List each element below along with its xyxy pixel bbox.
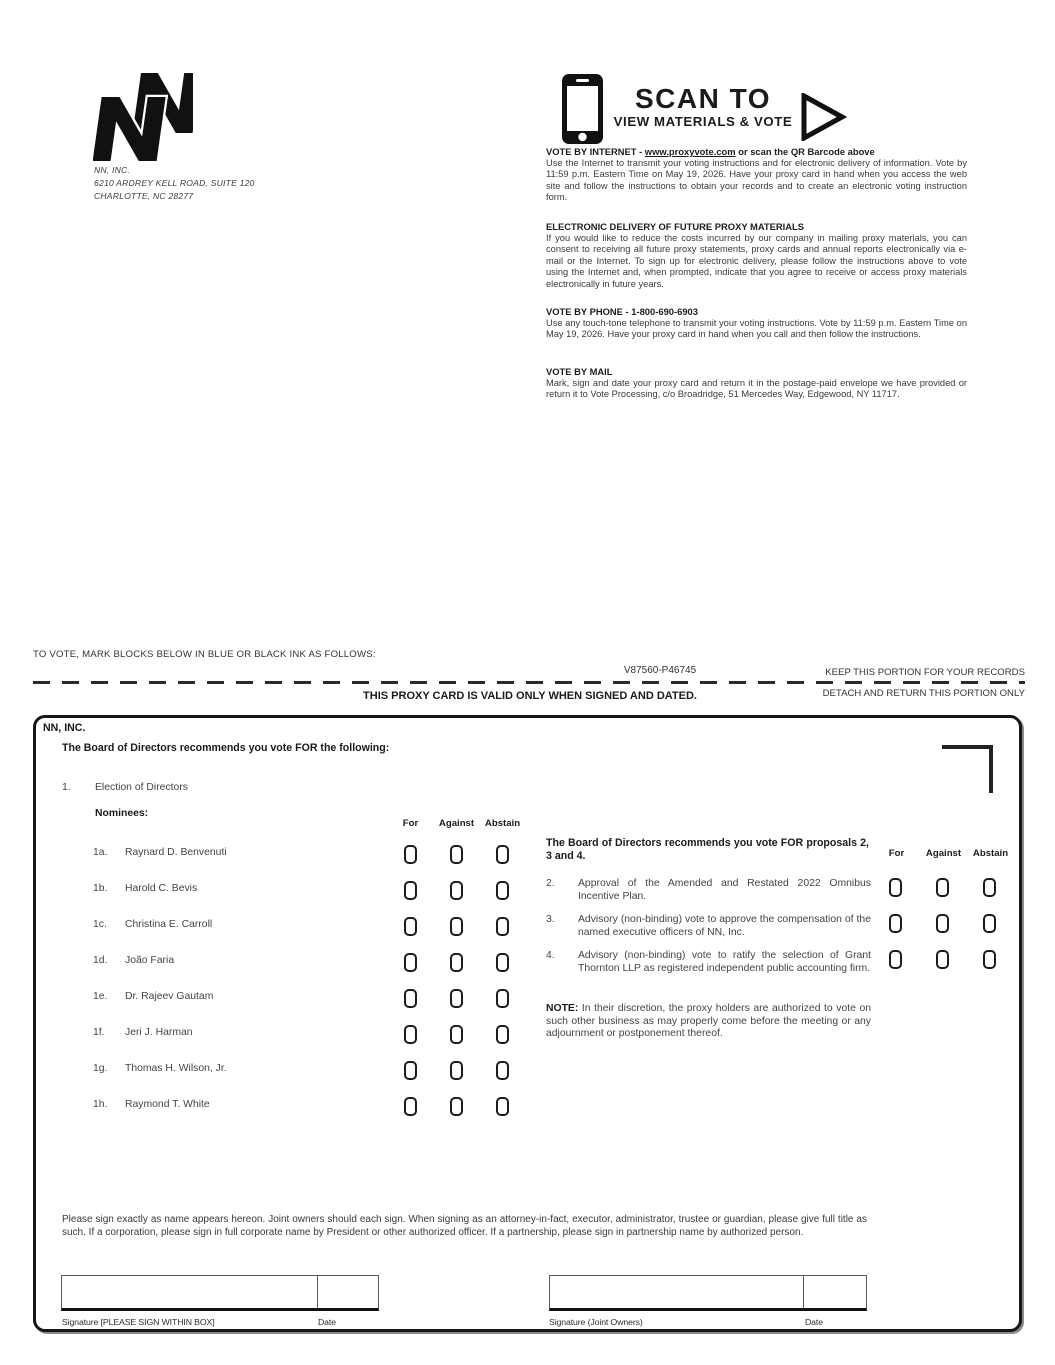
heading-suffix: or scan the QR Barcode above xyxy=(735,146,875,157)
control-number: V87560-P46745 xyxy=(623,665,697,676)
vote-checkbox-for[interactable] xyxy=(889,914,902,933)
note-label: NOTE: xyxy=(546,1003,579,1014)
nominee-name: Thomas H. Wilson, Jr. xyxy=(125,1063,227,1074)
vote-checkbox-against[interactable] xyxy=(450,845,463,864)
nominee-id: 1b. xyxy=(93,883,108,894)
nominee-name: Jeri J. Harman xyxy=(125,1027,193,1038)
proposal-text: Approval of the Amended and Restated 2022 Omnibus Incentive Plan. xyxy=(578,878,871,902)
nominee-row-1e xyxy=(36,989,1019,1009)
vote-checkbox-abstain[interactable] xyxy=(496,845,509,864)
nominee-row-1h xyxy=(36,1097,1019,1117)
date-label-joint: Date xyxy=(805,1317,823,1327)
proposal-number: 4. xyxy=(546,950,555,961)
keep-portion-note: KEEP THIS PORTION FOR YOUR RECORDS xyxy=(825,667,1025,678)
nominee-id: 1g. xyxy=(93,1063,108,1074)
electronic-delivery-body: If you would like to reduce the costs incurred by our company in mailing proxy materials, you can consent to receiving all future proxy statements, proxy cards and annual reports electronically via e-mail or the Internet. To sign up for electronic delivery, please follow the instructions above to vote using the Internet and, when prompted, indicate that you agree to receive or access proxy materials electronically in future years. xyxy=(546,232,967,289)
signature-date-divider xyxy=(803,1276,804,1308)
proposal-number: 2. xyxy=(546,878,555,889)
vote-by-internet-body: Use the Internet to transmit your voting instructions and for electronic delivery of information. Vote by 11:59 p.m. Eastern Time on May 19, 2026. Have your proxy card in hand when you access the web site and follow the instructions to obtain your records and to create an electronic voting instruction form. xyxy=(546,157,967,203)
column-against: Against xyxy=(925,848,962,859)
nn-logo xyxy=(93,73,193,161)
nominee-row-1a xyxy=(36,845,1019,865)
vote-checkbox-abstain[interactable] xyxy=(983,950,996,969)
scan-subtitle: VIEW MATERIALS & VOTE xyxy=(613,114,793,129)
nominee-id: 1d. xyxy=(93,955,108,966)
vote-checkbox-against[interactable] xyxy=(450,1025,463,1044)
vote-checkbox-abstain[interactable] xyxy=(983,878,996,897)
vote-checkbox-for[interactable] xyxy=(404,1097,417,1116)
smartphone-icon xyxy=(561,73,604,150)
vote-checkbox-for[interactable] xyxy=(889,950,902,969)
nominee-row-1f xyxy=(36,1025,1019,1045)
heading-prefix: VOTE BY INTERNET - xyxy=(546,146,645,157)
nominee-name: Raymond T. White xyxy=(125,1099,210,1110)
column-for: For xyxy=(402,818,419,829)
vote-checkbox-abstain[interactable] xyxy=(496,1025,509,1044)
vote-by-internet-block xyxy=(546,146,967,204)
vote-by-phone-heading: VOTE BY PHONE - 1-800-690-6903 xyxy=(546,306,698,317)
nominee-name: Harold C. Bevis xyxy=(125,883,198,894)
trademark-glyph: ™ xyxy=(185,76,193,85)
nominee-name: Raynard D. Benvenuti xyxy=(125,847,227,858)
corner-registration-mark xyxy=(942,745,993,793)
signature-box-primary[interactable] xyxy=(61,1275,379,1311)
nominee-id: 1e. xyxy=(93,991,108,1002)
ballot-card xyxy=(33,715,1022,1332)
discretion-note xyxy=(546,1003,871,1041)
date-label-primary: Date xyxy=(318,1317,336,1327)
proposal-text: Advisory (non-binding) vote to ratify the selection of Grant Thornton LLP as registered independent public accounting firm. xyxy=(578,950,871,974)
nominee-id: 1c. xyxy=(93,919,107,930)
vote-checkbox-for[interactable] xyxy=(889,878,902,897)
company-address xyxy=(94,164,255,203)
nominee-id: 1f. xyxy=(93,1027,105,1038)
proposal-1-label: Election of Directors xyxy=(95,782,188,793)
vote-checkbox-abstain[interactable] xyxy=(496,1061,509,1080)
signature-date-divider xyxy=(317,1276,318,1308)
sign-instructions: Please sign exactly as name appears hereon. Joint owners should each sign. When signing as an attorney-in-fact, executor, administrator, trustee or guardian, please give full title as such. If a corporation, please sign in full corporate name by President or other authorized officer. If a partnership, please sign in partnership name by authorized person. xyxy=(62,1214,867,1239)
perforation-dashed-line xyxy=(33,681,1025,684)
signature-joint-label: Signature (Joint Owners) xyxy=(549,1317,643,1327)
column-abstain: Abstain xyxy=(972,848,1009,859)
card-company-name: NN, INC. xyxy=(43,722,86,734)
nominee-name: João Faria xyxy=(125,955,175,966)
nominee-row-1g xyxy=(36,1061,1019,1081)
nominee-id: 1h. xyxy=(93,1099,108,1110)
address-line-1: 6210 ARDREY KELL ROAD, SUITE 120 xyxy=(94,178,255,188)
company-name-line: NN, INC. xyxy=(94,165,130,175)
scan-banner xyxy=(608,84,798,129)
valid-when-signed-note: THIS PROXY CARD IS VALID ONLY WHEN SIGNED AND DATED. xyxy=(363,690,697,702)
proposal-1-number: 1. xyxy=(62,782,71,793)
board-recommendation-proposals: The Board of Directors recommends you vote FOR proposals 2, 3 and 4. xyxy=(546,837,869,862)
proposal-row-4 xyxy=(36,950,1019,992)
nominee-name: Dr. Rajeev Gautam xyxy=(125,991,214,1002)
column-for: For xyxy=(888,848,905,859)
vote-checkbox-abstain[interactable] xyxy=(983,914,996,933)
proposal-number: 3. xyxy=(546,914,555,925)
board-recommendation-directors: The Board of Directors recommends you vote FOR the following: xyxy=(62,742,390,754)
vote-checkbox-for[interactable] xyxy=(404,845,417,864)
column-abstain: Abstain xyxy=(484,818,521,829)
note-body: In their discretion, the proxy holders are authorized to vote on such other business as may properly come before the meeting or any adjournment or postponement thereof. xyxy=(546,1003,871,1040)
electronic-delivery-block xyxy=(546,221,967,290)
column-against: Against xyxy=(438,818,475,829)
vote-checkbox-against[interactable] xyxy=(936,914,949,933)
vote-checkbox-against[interactable] xyxy=(450,1097,463,1116)
vote-by-phone-block xyxy=(546,306,967,341)
signature-primary-label: Signature [PLEASE SIGN WITHIN BOX] xyxy=(62,1317,215,1327)
vote-checkbox-for[interactable] xyxy=(404,1025,417,1044)
electronic-delivery-heading: ELECTRONIC DELIVERY OF FUTURE PROXY MATERIALS xyxy=(546,221,805,232)
nominee-name: Christina E. Carroll xyxy=(125,919,213,930)
nominee-id: 1a. xyxy=(93,847,108,858)
vote-by-internet-heading xyxy=(546,146,967,158)
vote-checkbox-against[interactable] xyxy=(450,1061,463,1080)
vote-by-mail-body: Mark, sign and date your proxy card and return it in the postage-paid envelope we have provided or return it to Vote Processing, c/o Broadridge, 51 Mercedes Way, Edgewood, NY 11717. xyxy=(546,377,967,400)
proposal-text: Advisory (non-binding) vote to approve the compensation of the named executive officers of NN, Inc. xyxy=(578,914,871,938)
vote-checkbox-abstain[interactable] xyxy=(496,1097,509,1116)
nominees-heading: Nominees: xyxy=(95,808,149,819)
signature-box-joint[interactable] xyxy=(549,1275,867,1311)
scan-title: SCAN TO xyxy=(635,83,771,114)
vote-checkbox-against[interactable] xyxy=(936,878,949,897)
detach-return-note: DETACH AND RETURN THIS PORTION ONLY xyxy=(822,688,1025,699)
proxyvote-link[interactable]: www.proxyvote.com xyxy=(644,146,736,157)
vote-by-phone-body: Use any touch-tone telephone to transmit your voting instructions. Vote by 11:59 p.m. Eastern Time on May 19, 2026. Have your proxy card in hand when you call and then follow the instructions. xyxy=(546,317,967,340)
address-line-2: CHARLOTTE, NC 28277 xyxy=(94,191,194,201)
vote-checkbox-against[interactable] xyxy=(936,950,949,969)
vote-by-mail-block xyxy=(546,366,967,401)
vote-by-mail-heading: VOTE BY MAIL xyxy=(546,366,613,377)
mark-blocks-instruction: TO VOTE, MARK BLOCKS BELOW IN BLUE OR BLACK INK AS FOLLOWS: xyxy=(33,649,376,660)
right-arrow-icon xyxy=(801,93,847,146)
vote-checkbox-for[interactable] xyxy=(404,1061,417,1080)
